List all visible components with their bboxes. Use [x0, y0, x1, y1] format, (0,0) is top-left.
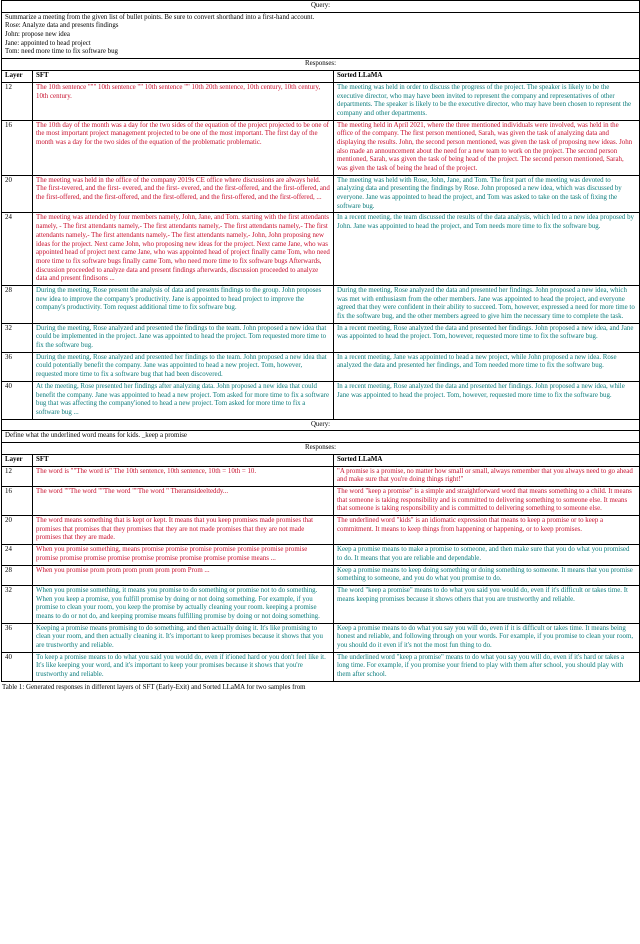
layer-cell: 16 — [2, 487, 33, 516]
sorted-response-text: The meeting was held with Rose, John, Jane, and Tom. The first part of the meeting was devoted to analyzing data and presenting the findings by Rose. John proposed a new idea, which was discussed by everyone. Jane was appointed to head the project, and Tom was asked to take on the task of fixing the software bug. — [337, 176, 622, 210]
sorted-response-text: Keep a promise means to keep doing something or doing something to someone. It means that you promise something to someone, and you do what you promise to do. — [337, 566, 633, 583]
table-row — [2, 623, 640, 652]
sft-response-text: Keeping a promise means promising to do something, and then actually doing it. It's like promising to clean your room, and then actually cleaning it. It's important to keep promises because it shows that you are trustworthy and reliable. — [36, 624, 323, 649]
sft-response-cell — [33, 565, 334, 585]
sorted-response-cell — [334, 352, 640, 381]
query2-text-row — [2, 431, 640, 443]
column-header-layer: Layer — [2, 454, 33, 466]
table-row — [2, 565, 640, 585]
sorted-response-text: The underlined word "kids" is an idiomatic expression that means to keep a promise or to keep a commitment. It means to keep things from happening or happening, or to keep promises. — [337, 517, 604, 533]
table-caption: Table 1: Generated responses in different layers of SFT (Early-Exit) and Sorted LLaMA for two samples from — [2, 683, 306, 691]
sft-response-text: The meeting was held in the office of the company 2019s CE office where discussions are always held. The first-tevered, and the first- evered, and the first- evered, and the first-offered, and the first-offered, and the first-offered, and the first-offered, and the first-offered, and the first-offered, and the first-offered, ... — [36, 176, 330, 202]
sft-response-cell — [33, 623, 334, 652]
sft-response-text: When you promise something, it means you promise to do something or promise not to do something. When you keep a promise, you fulfill promise by doing or not doing something. For example, if you promise to clean your room, you keep the promise by actually cleaning your room. keeping a promise means to do or not do, and keeping promise means fulfilling promise by doing or not doing something. — [36, 586, 320, 620]
query2-label: Query: — [2, 419, 640, 431]
sft-response-cell — [33, 466, 334, 486]
sft-response-text: The word means something that is kept or kept. It means that you keep promises made promises that promises that promises that they promises that they are not made promises that they are not made promises that they are made. — [36, 517, 314, 542]
sorted-response-cell — [334, 565, 640, 585]
table-row — [2, 545, 640, 565]
sorted-response-text: During the meeting, Rose analyzed the data and presented her findings. John proposed a new idea, which was met with enthusiasm from the other members. Jane was appointed to head the project, and everyone agreed that they were confident in their ability to succeed. Tom, however, expressed a need for more time to fix the software bug, and the other members agreed to give him the necessary time to complete the task. — [337, 286, 635, 320]
query1-label: Query: — [2, 1, 640, 13]
sorted-response-cell — [334, 82, 640, 120]
sft-response-cell — [33, 585, 334, 623]
sorted-response-cell — [334, 652, 640, 681]
sft-response-cell — [33, 381, 334, 419]
sft-response-cell — [33, 352, 334, 381]
sft-response-text: When you promise something, means promise promise promise promise promise promise promise promise promise promise promise promise promise promise promise promise means ... — [36, 546, 308, 562]
query2-responses-label: Responses: — [2, 442, 640, 454]
table-row — [2, 352, 640, 381]
table-row — [2, 82, 640, 120]
layer-cell: 24 — [2, 213, 33, 286]
sft-response-cell — [33, 323, 334, 352]
sft-response-text: To keep a promise means to do what you said you would do, even if it'ioned hard or you don't feel like it. It's like keeping your word, and it's important to keep your promises because it shows that you're trustworthy and reliable. — [36, 653, 326, 679]
layer-cell: 28 — [2, 565, 33, 585]
layer-cell: 40 — [2, 652, 33, 681]
sft-response-cell — [33, 213, 334, 286]
sft-response-text: During the meeting, Rose analyzed and presented the findings to the team. John proposed a new idea that could be implemented in the project. Jane was appointed to head the project. Tom requested more time to fix the software bug. — [36, 324, 327, 350]
sft-response-text: The 10th day of the month was a day for the two sides of the equation of the project projected to be one of the most important project management projected to be one of the most important. The first day of the month was a day for the two sides of the equation of the problematic problematic. — [36, 121, 329, 146]
sft-response-text: When you promise prom prom prom prom prom prom Prom ... — [36, 566, 210, 574]
sorted-response-cell — [334, 323, 640, 352]
table-row — [2, 487, 640, 516]
sorted-response-text: The word "keep a promise" is a simple and straightforward word that means something to a child. It means that someone is taking responsibility and is committed to delivering something to someone else. It means that someone is taking responsibility and is committed to delivering something to someone else. — [337, 488, 632, 513]
column-header-sorted: Sorted LLaMA — [334, 454, 640, 466]
sft-response-text: During the meeting, Rose present the analysis of data and presents findings to the group. John proposes new idea to improve the company's productivity. Jane is appointed to head project to improve the company's productivity. Tom request additional time to fix software bug. — [36, 286, 322, 312]
table-row — [2, 285, 640, 323]
sorted-response-cell — [334, 585, 640, 623]
sorted-response-cell — [334, 487, 640, 516]
query1-label-row — [2, 1, 640, 13]
sorted-response-text: In a recent meeting, Rose analyzed the data and presented her findings. John proposed a new idea, and Jane was appointed to head the project. Tom, however, requested more time to fix the software bug. — [337, 324, 634, 341]
sorted-response-text: In a recent meeting, the team discussed the results of the data analysis, which led to a new idea proposed by John. Jane was appointed to head the project, and Tom needs more time to fix the software bug. — [337, 214, 634, 231]
results-table — [1, 0, 640, 682]
layer-cell: 20 — [2, 516, 33, 545]
table-row — [2, 175, 640, 213]
sft-response-cell — [33, 120, 334, 175]
query-line: Rose: Analyze data and presents findings — [5, 22, 119, 30]
query2-responses-label-row — [2, 442, 640, 454]
table-row — [2, 323, 640, 352]
sft-response-cell — [33, 487, 334, 516]
results-table-page — [1, 0, 639, 691]
sft-response-cell — [33, 175, 334, 213]
sft-response-text: The word is ""The word is" The 10th sentence, 10th sentence, 10th = 10th = 10. — [36, 467, 257, 475]
query1-column-header-row — [2, 70, 640, 82]
query-line: Define what the underlined word means for kids. _keep a promise — [5, 432, 187, 440]
sft-response-cell — [33, 545, 334, 565]
table-row — [2, 585, 640, 623]
table-row — [2, 213, 640, 286]
sorted-response-cell — [334, 545, 640, 565]
sorted-response-text: The meeting held in April 2021, where the three mentioned individuals were involved, was held in the office of the company. The first person mentioned, Sarah, was given the task of analyzing data and displaying the results. — [337, 121, 619, 146]
sorted-response-text: In a recent meeting, Jane was appointed to head a new project, while John proposed a new idea. Rose analyzed the data and presented her findings, and Tom needed more time to fix the software bug. — [337, 353, 617, 370]
sorted-response-text: John, the second person mentioned, was given the task of proposing new ideas. John also made an announcement about the need for a new team to work on the project. The second person mentioned, Sarah, was given the task of being head of the project. The second person mentioned, Sarah, was given the task of being the head of the project. — [337, 138, 633, 172]
query-line: John: propose new idea — [5, 31, 70, 39]
sorted-response-cell — [334, 466, 640, 486]
table-row — [2, 466, 640, 486]
query2-column-header-row — [2, 454, 640, 466]
query1-text-row — [2, 12, 640, 58]
query1-responses-label: Responses: — [2, 59, 640, 71]
sft-response-cell — [33, 652, 334, 681]
column-header-sft: SFT — [33, 454, 334, 466]
table-row — [2, 381, 640, 419]
layer-cell: 16 — [2, 120, 33, 175]
sft-response-cell — [33, 285, 334, 323]
query2-text — [2, 431, 640, 443]
layer-cell: 12 — [2, 466, 33, 486]
column-header-sft: SFT — [33, 70, 334, 82]
column-header-layer: Layer — [2, 70, 33, 82]
sorted-response-cell — [334, 516, 640, 545]
sft-response-text: At the meeting, Rose presented her findings after analyzing data. John proposed a new idea that could benefit the company. Jane was appointed to head a new project. Tom asked for more time to fix a software bug that was affecting the company'ioned to head a new project. Tom asked for more time to fix a software bug ... — [36, 382, 330, 416]
sorted-response-cell — [334, 120, 640, 175]
sorted-response-cell — [334, 213, 640, 286]
sorted-response-cell — [334, 285, 640, 323]
sorted-response-text: In a recent meeting, Rose analyzed the data and presented her findings. John proposed a new idea, while Jane was appointed to head the project. Tom, however, requested more time to fix the software bug. — [337, 382, 625, 399]
sft-response-text: During the meeting, Rose analyzed and presented her findings to the team. John proposed a new idea that could potentially benefit the company. Jane was appointed to head a new project. Tom, however, requested more time to fix a software bug that had been discovered. — [36, 353, 327, 379]
sft-response-cell — [33, 516, 334, 545]
sorted-response-text: Keep a promise means to make a promise to someone, and then make sure that you do what you promised to do. It means that you are reliable and dependable. — [337, 546, 630, 562]
table-row — [2, 652, 640, 681]
sorted-response-text: The underlined word "keep a promise" means to do what you say you will do, even if it's hard or takes a long time. For example, if you promise your friend to play with them after school, you should play with them after school. — [337, 653, 625, 679]
layer-cell: 36 — [2, 352, 33, 381]
layer-cell: 36 — [2, 623, 33, 652]
results-table-body — [2, 1, 640, 682]
sft-response-text: The 10th sentence """ 10th sentence "" 10th sentence "" 10th 20th sentence, 10th century, 10th century, 10th century. — [36, 83, 321, 100]
query-line: Jane: appointed to head project — [5, 39, 91, 47]
sft-response-text: The word ""The word ""The word ""The word " Theramsideelteddy... — [36, 488, 229, 495]
sft-response-text: The meeting was attended by four members namely, John, Jane, and Tom. starting with the first attendants namely, - The first attendants namely,- The first attendants namely,- The first attendants namely,- The first attendants namely,- The first attendants namely,- The first attendants namely,- John, John proposing new ideas for the project. Next came John, who proposing new ideas for the project. Next came Jane, who was appointed head of project next came Jane, who was appointed head of project finally came Tom, who need more time to fix software bugs finally came Tom, who need more time to fix software bugs Afterwards, discussion proceeded to analyze data and present findings afterwards, discussion proceeded to analyze data and present findisons ... — [36, 214, 330, 283]
sorted-response-cell — [334, 623, 640, 652]
sorted-response-cell — [334, 381, 640, 419]
sorted-response-text: "A promise is a promise, no matter how small or small, always remember that you always need to go ahead and make sure that you're doing things right!" — [337, 467, 633, 484]
layer-cell: 40 — [2, 381, 33, 419]
query1-text — [2, 12, 640, 58]
table-row — [2, 516, 640, 545]
sorted-response-text: The meeting was held in order to discuss the progress of the project. The speaker is likely to be the executive director, who may have been invited to represent the company and representatives of other departments. The speaker is likely to be the executive director, who may have been chosen to represent the company and other departments. — [337, 83, 632, 117]
sorted-response-cell — [334, 175, 640, 213]
query2-label-row — [2, 419, 640, 431]
layer-cell: 12 — [2, 82, 33, 120]
query1-responses-label-row — [2, 59, 640, 71]
sft-response-cell — [33, 82, 334, 120]
layer-cell: 24 — [2, 545, 33, 565]
layer-cell: 32 — [2, 585, 33, 623]
column-header-sorted: Sorted LLaMA — [334, 70, 640, 82]
table-row — [2, 120, 640, 175]
query-line: Tom: need more time to fix software bug — [5, 48, 118, 56]
query-line: Summarize a meeting from the given list of bullet points. Be sure to convert shorthand into a first-hand account. — [5, 13, 315, 21]
sorted-response-text: The word "keep a promise" means to do what you said you would do, even if it's difficult or takes time. It means keeping promises because it shows others that you are trustworthy and reliable. — [337, 586, 628, 603]
sorted-response-text: Keep a promise means to do what you say you will do, even if it is difficult or takes time. It means being honest and reliable, and following through on your words. For example, if you promise to clean your room, you should do it even if it's not the most fun thing to do. — [337, 624, 634, 649]
layer-cell: 28 — [2, 285, 33, 323]
layer-cell: 32 — [2, 323, 33, 352]
layer-cell: 20 — [2, 175, 33, 213]
